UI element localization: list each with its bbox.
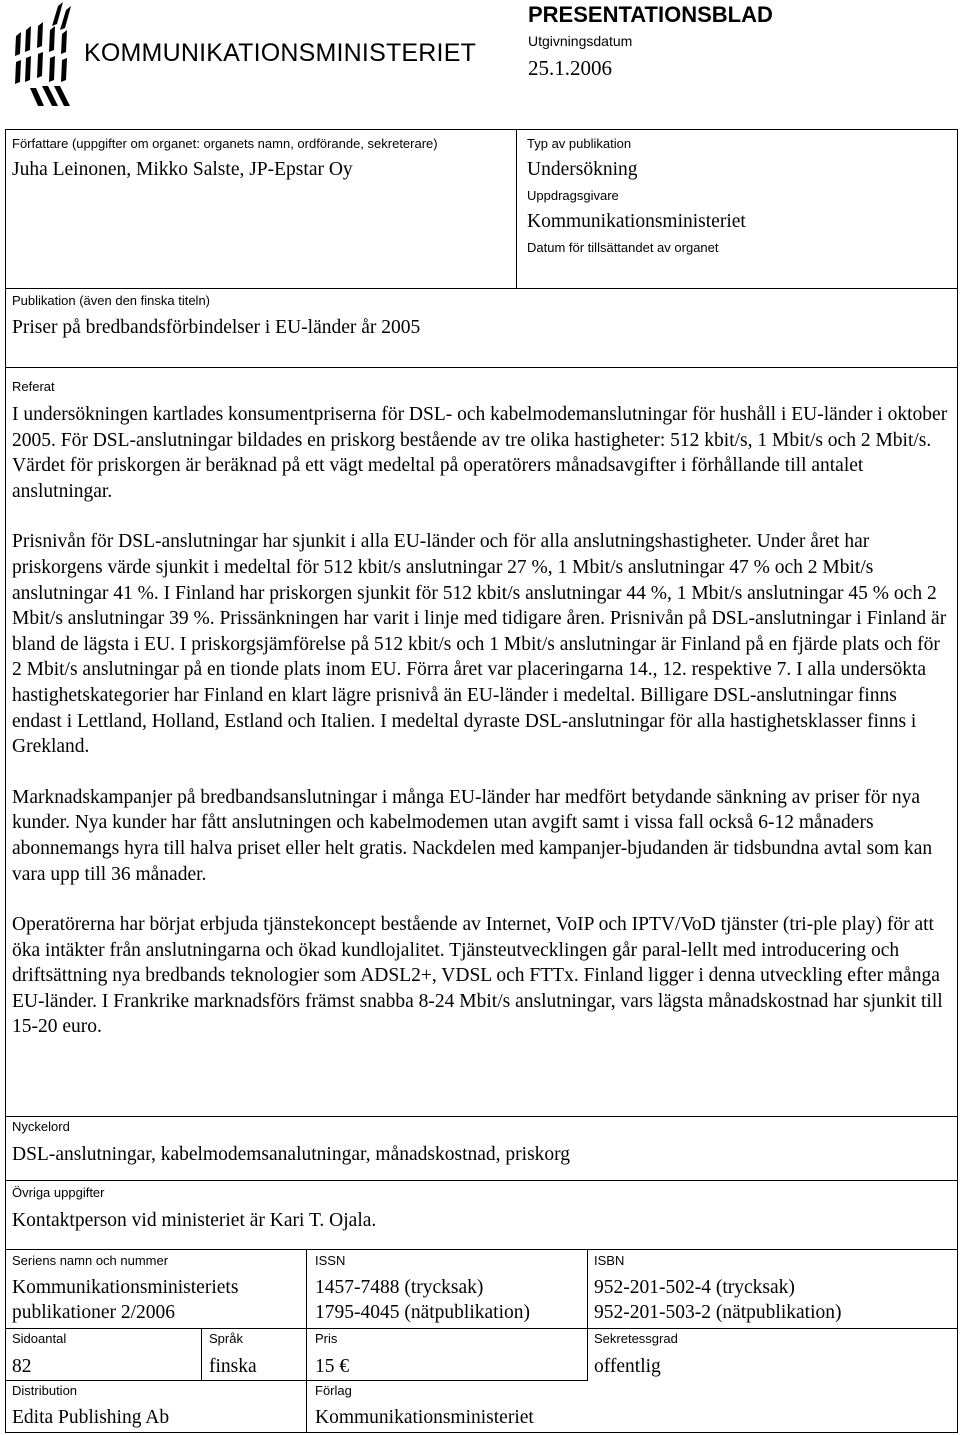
abstract-paragraph-1: I undersökningen kartlades konsumentpriserna för DSL- och kabelmodemanslutningar för hushåll i EU-länder i oktober 2005. För DSL-anslutningar bildades en priskorg bestående av tre olika hastigheter: 512 kbit/s, 1 Mbit/s och 2 Mbit/s. Värdet för priskorgen är beräknad på ett vägt medeltal på operatörers månadsavgifter i förhållande till antalet anslutningar. [12,404,948,502]
keywords-value: DSL-anslutningar, kabelmodemsanalutningar, månadskostnad, priskorg [12,1144,571,1165]
abstract-paragraph-4: Operatörerna har börjat erbjuda tjänstekoncept bestående av Internet, VoIP och IPTV/VoD tjänster (tri-ple play) för att öka intäkter från anslutningarna och ökad kundlojalitet. Tjänsteutvecklingen går paral-lellt med introducering och driftsättning nya bredbands teknologier som ADSL2+, VDSL och FTTx. Finland ligger i denna utveckling efter många EU-länder. I Frankrike marknadsförs främst snabba 8-24 Mbit/s anslutningar, vars lägsta månadskostnad har sjunkit till 15-20 euro. [12,914,943,1038]
issn-line-2: 1795-4045 (nätpublikation) [315,1302,531,1323]
language-value: finska [209,1356,257,1377]
distribution-value: Edita Publishing Ab [12,1407,170,1428]
page-title: PRESENTATIONSBLAD [528,2,773,27]
commissioner-value: Kommunikationsministeriet [527,211,746,232]
isbn-line-2: 952-201-503-2 (nätpublikation) [594,1302,842,1323]
author-value: Juha Leinonen, Mikko Salste, JP-Epstar Oy [12,159,353,180]
other-info-label: Övriga uppgifter [12,1185,105,1200]
other-info-value: Kontaktperson vid ministeriet är Kari T. Ojala. [12,1210,377,1231]
abstract-body [12,402,949,1040]
author-label: Författare (uppgifter om organet: organets namn, ordförande, sekreterare) [12,136,438,151]
abstract-paragraph-3: Marknadskampanjer på bredbandsanslutningar i många EU-länder har medfört betydande sänkning av priser för nya kunder. Nya kunder har fått anslutningen och kabelmodemen utan avgift samt i vissa fall också 6-12 månaders abonnemangs hyra till halva priset eller helt gratis. Nackdelen med kampanjer-bjudanden är tidsbundna avtal som kan vara upp till 36 månader. [12,786,933,885]
confidentiality-value: offentlig [594,1356,661,1377]
publication-type-value: Undersökning [527,159,638,180]
issn-line-1: 1457-7488 (trycksak) [315,1277,484,1298]
page-count-label: Sidoantal [12,1331,67,1346]
publication-label: Publikation (även den finska titeln) [12,293,211,308]
ministry-name: KOMMUNIKATIONSMINISTERIET [84,39,477,67]
publisher-label: Förlag [315,1383,352,1398]
ministry-emblem-icon [10,2,80,110]
series-line-2: publikationer 2/2006 [12,1302,176,1323]
appointment-date-label: Datum för tillsättandet av organet [527,240,719,255]
keywords-label: Nyckelord [12,1119,70,1134]
publication-title: Priser på bredbandsförbindelser i EU-länder år 2005 [12,317,421,338]
series-line-1: Kommunikationsministeriets [12,1277,239,1298]
price-label: Pris [315,1331,338,1346]
abstract-paragraph-2: Prisnivån för DSL-anslutningar har sjunkit i alla EU-länder och för alla anslutningshastigheter. Under året har priskorgens värde sjunkit i medeltal för 512 kbit/s anslutningar 27 %, 1 Mbit/s anslutningar 47 % och 2 Mbit/s anslutningar 41 %. I Finland har priskorgen sjunkit för 512 kbit/s anslutningar 44 %, 1 Mbit/s anslutningar 45 % och 2 Mbit/s anslutningar 39 %. Prissänkningen har varit i linje med tidigare åren. Prisnivån på DSL-anslutningar i Finland är bland de lägsta i EU. I priskorgsjämförelse på 512 kbit/s och 1 Mbit/s anslutningar är Finland på en fjärde plats och för 2 Mbit/s anslutningar på en tionde plats inom EU. Förra året var placeringarna 14., 12. respektive 7. I alla undersökta hastighetskategorier har Finland en klart lägre prisnivå än EU-länder i medeltal. Billigare DSL-anslutningar finns endast i Lettland, Holland, Estland och Italien. I medeltal dyraste DSL-anslutningar för alla hastighetsklasser finns i Grekland. [12,531,947,758]
publisher-value: Kommunikationsministeriet [315,1407,534,1428]
page-count-value: 82 [12,1356,32,1377]
ministry-logo [10,2,80,110]
issn-label: ISSN [315,1253,346,1268]
commissioner-label: Uppdragsgivare [527,188,619,203]
publication-type-label: Typ av publikation [527,136,632,151]
isbn-line-1: 952-201-502-4 (trycksak) [594,1277,795,1298]
language-label: Språk [209,1331,243,1346]
isbn-label: ISBN [594,1253,625,1268]
distribution-label: Distribution [12,1383,78,1398]
price-value: 15 € [315,1356,350,1377]
series-label: Seriens namn och nummer [12,1253,169,1268]
confidentiality-label: Sekretessgrad [594,1331,678,1346]
publish-date-value: 25.1.2006 [528,56,612,80]
abstract-label: Referat [12,379,55,394]
publish-date-label: Utgivningsdatum [528,33,633,49]
